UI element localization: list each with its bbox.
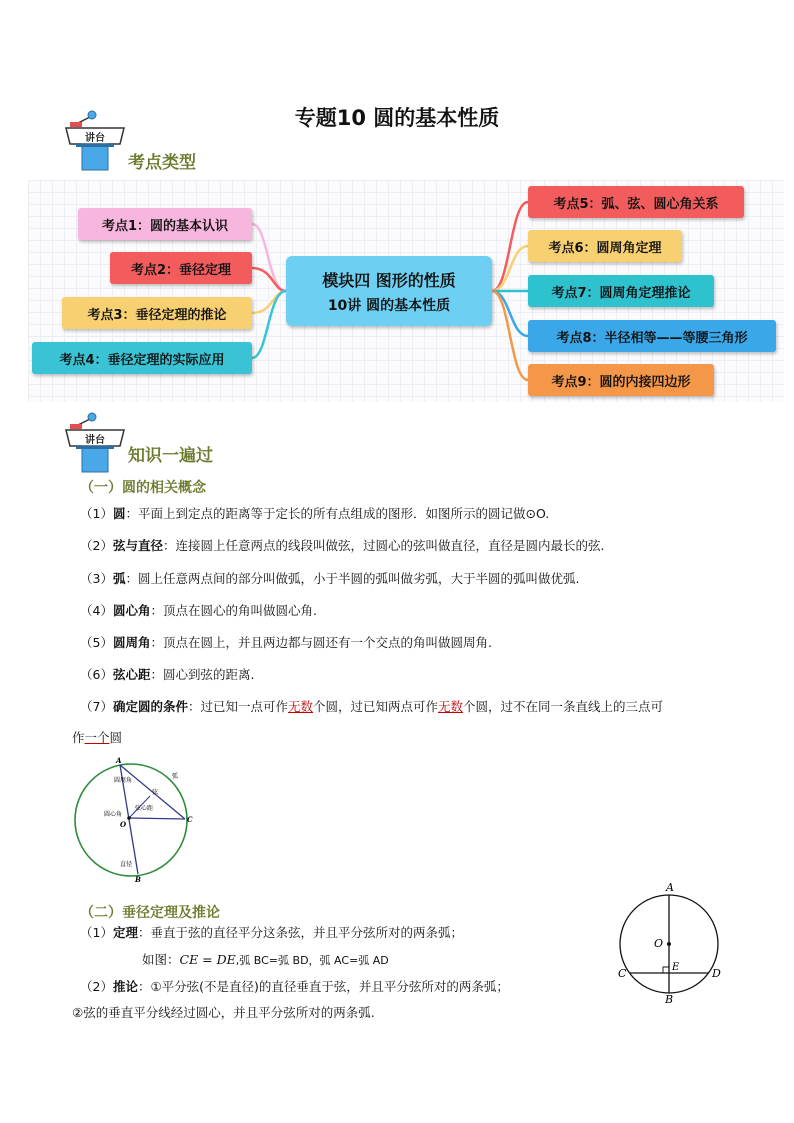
corollary-text-2: ②弦的垂直平分线经过圆心，并且平分弦所对的两条弧.	[72, 1005, 375, 1020]
part2-heading: （二）垂径定理及推论	[80, 905, 220, 921]
mindmap-node-point2: 考点2：垂径定理	[110, 252, 252, 284]
podium-icon	[62, 110, 126, 168]
svg-text:弧: 弧	[172, 773, 179, 780]
mindmap-node-point8: 考点8：半径相等——等腰三角形	[528, 320, 776, 352]
svg-text:圆周角: 圆周角	[114, 777, 133, 784]
concept-item-4: （4）圆心角：顶点在圆心的角叫做圆心角.	[80, 603, 317, 618]
podium-label: 讲台	[85, 435, 105, 446]
svg-text:D: D	[712, 967, 721, 980]
perpendicular-diameter-figure	[610, 878, 730, 1010]
svg-text:B: B	[135, 875, 141, 884]
concept-item-2: （2）弦与直径：连接圆上任意两点的线段叫做弦，过圆心的弦叫做直径，直径是圆内最长的弦.	[80, 538, 605, 553]
mindmap-center-node	[286, 256, 492, 326]
mindmap-center-subtitle: 10讲 圆的基本性质	[327, 297, 451, 314]
svg-text:弦: 弦	[152, 789, 159, 796]
concept-item-3: （3）弧：圆上任意两点间的部分叫做弧，小于半圆的弧叫做劣弧，大于半圆的弧叫做优弧.	[80, 571, 580, 586]
corollary-text: （2）推论：①平分弦(不是直径)的直径垂直于弦，并且平分弦所对的两条弧；	[80, 979, 509, 994]
circle-concepts-figure	[68, 754, 198, 884]
theorem-text: （1）定理：垂直于弦的直径平分这条弦，并且平分弦所对的两条弧；	[80, 925, 463, 940]
section-heading-exam-points: 考点类型	[128, 153, 196, 173]
mindmap-center-title: 模块四 图形的性质	[322, 270, 456, 290]
svg-text:圆心角: 圆心角	[104, 811, 123, 818]
mindmap-node-point6: 考点6：圆周角定理	[528, 230, 682, 262]
svg-text:A: A	[666, 881, 674, 894]
svg-text:O: O	[654, 937, 664, 950]
section-heading-knowledge: 知识一遍过	[128, 446, 213, 466]
svg-text:A: A	[116, 756, 122, 765]
mindmap-node-point1: 考点1：圆的基本认识	[78, 208, 252, 240]
theorem-example: 如图：CE = DE,弧 BC=弧 BD，弧 AC=弧 AD	[142, 952, 389, 967]
svg-text:弦心距: 弦心距	[135, 805, 154, 812]
mindmap-node-point7: 考点7：圆周角定理推论	[528, 275, 714, 307]
svg-text:O: O	[120, 820, 127, 829]
concept-item-7-cont: 作一个圆	[72, 730, 123, 745]
svg-text:C: C	[187, 815, 193, 824]
svg-text:直径: 直径	[120, 861, 133, 868]
part1-heading: （一）圆的相关概念	[80, 480, 206, 496]
mindmap-node-point4: 考点4：垂径定理的实际应用	[32, 342, 252, 374]
svg-text:B: B	[665, 993, 674, 1006]
mindmap-node-point9: 考点9：圆的内接四边形	[528, 364, 714, 396]
svg-text:C: C	[618, 967, 627, 980]
concept-item-7: （7）确定圆的条件：过已知一点可作无数个圆，过已知两点可作无数个圆，过不在同一条直线上的三点可	[80, 699, 664, 714]
mindmap-node-point3: 考点3：垂径定理的推论	[62, 297, 252, 329]
podium-icon	[62, 412, 126, 470]
podium-label: 讲台	[85, 133, 105, 144]
concept-item-1: （1）圆：平面上到定点的距离等于定长的所有点组成的图形．如图所示的圆记做⊙O.	[80, 506, 550, 521]
mind-map	[28, 180, 784, 402]
svg-text:E: E	[672, 962, 680, 973]
concept-item-6: （6）弦心距：圆心到弦的距离.	[80, 667, 255, 682]
concept-item-5: （5）圆周角：顶点在圆上，并且两边都与圆还有一个交点的角叫做圆周角.	[80, 635, 492, 650]
mindmap-node-point5: 考点5：弧、弦、圆心角关系	[528, 186, 744, 218]
page-title: 专题10 圆的基本性质	[294, 106, 500, 130]
